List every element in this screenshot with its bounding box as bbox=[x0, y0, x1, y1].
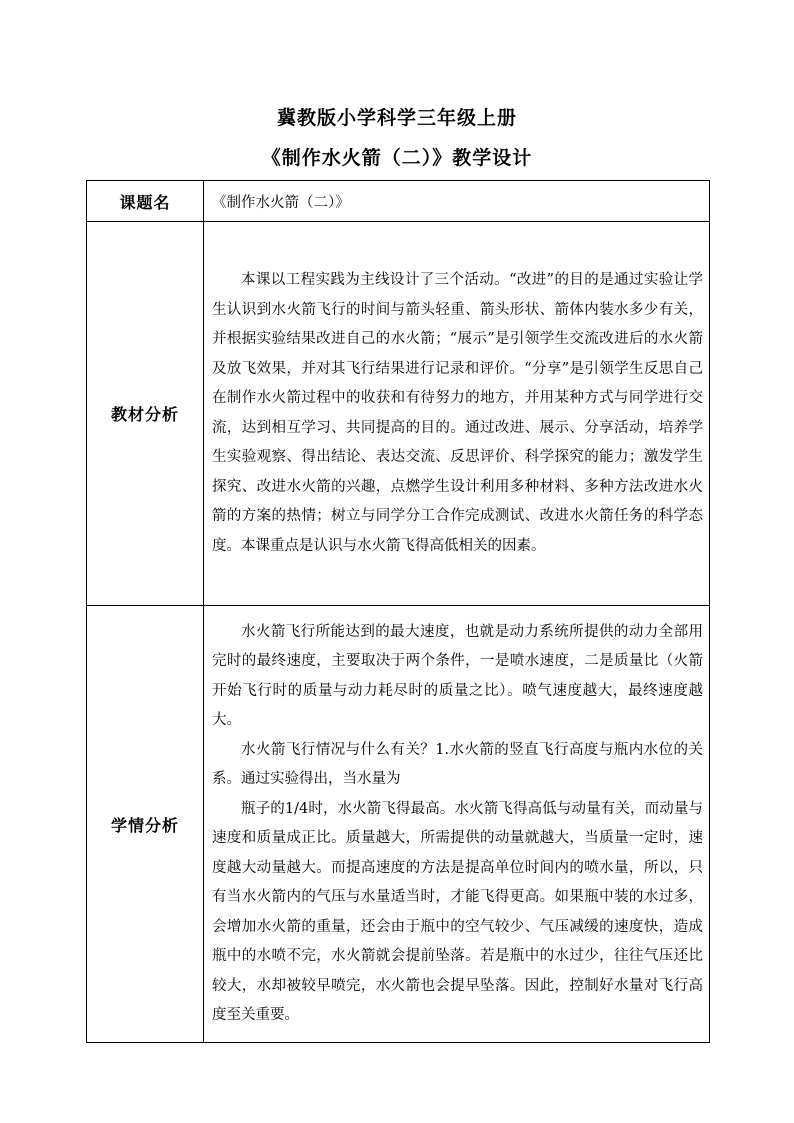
material-analysis-paragraph: 本课以工程实践为主线设计了三个活动。“改进”的目的是通过实验让学生认识到水火箭飞行的时间与箭头轻重、箭头形状、箭体内装水多少有关，并根据实验结果改进自己的水火箭；“展示”是引领学生交流改进后的水火箭及放飞效果，并对其飞行结果进行记录和评价。“分享”是引领学生反思自己在制作水火箭过程中的收获和有待努力的地方，并用某种方式与同学进行交流，达到相互学习、共同提高的目的。通过改进、展示、分享活动，培养学生实验观察、得出结论、表达交流、反思评价、科学探究的能力；激发学生探究、改进水火箭的兴趣，点燃学生设计利用多种材料、多种方法改进水火箭的方案的热情；树立与同学分工合作完成测试、改进水火箭任务的科学态度。本课重点是认识与水火箭飞得高低相关的因素。 bbox=[212, 272, 703, 554]
table-row-lesson-name bbox=[87, 181, 710, 222]
student-analysis-paragraph: 水火箭飞行情况与什么有关？1.水火箭的竖直飞行高度与瓶内水位的关系。通过实验得出，当水量为 bbox=[212, 741, 703, 787]
student-analysis-paragraph: 瓶子的1/4时，水火箭飞得最高。水火箭飞得高低与动量有关，而动量与速度和质量成正比。质量越大，所需提供的动量就越大，当质量一定时，速度越大动量越大。而提高速度的方法是提高单位时间内的喷水量，所以，只有当水火箭内的气压与水量适当时，才能飞得更高。如果瓶中装的水过多，会增加水火箭的重量，还会由于瓶中的空气较少、气压减缓的速度快，造成瓶中的水喷不完，水火箭就会提前坠落。若是瓶中的水过少，往往气压还比较大，水却被较早喷完，水火箭也会提早坠落。因此，控制好水量对飞行高度至关重要。 bbox=[212, 800, 703, 1023]
document-title: 冀教版小学科学三年级上册 bbox=[276, 107, 517, 129]
material-analysis-label: 教材分析 bbox=[87, 222, 204, 606]
lesson-plan-table bbox=[86, 180, 710, 1043]
student-analysis-paragraph: 水火箭飞行所能达到的最大速度，也就是动力系统所提供的动力全部用完时的最终速度，主要取决于两个条件，一是喷水速度，二是质量比（火箭开始飞行时的质量与动力耗尽时的质量之比）。喷气速度越大，最终速度越大。 bbox=[212, 623, 703, 728]
lesson-name-label: 课题名 bbox=[87, 181, 204, 222]
material-analysis-content bbox=[204, 222, 710, 606]
table-row-student-analysis bbox=[87, 606, 710, 1043]
student-analysis-label: 学情分析 bbox=[87, 606, 204, 1043]
student-analysis-content bbox=[204, 606, 710, 1043]
lesson-name-value: 《制作水火箭（二）》 bbox=[204, 181, 710, 222]
document-subtitle: 《制作水火箭（二）》教学设计 bbox=[261, 147, 533, 169]
table-row-material-analysis bbox=[87, 222, 710, 606]
